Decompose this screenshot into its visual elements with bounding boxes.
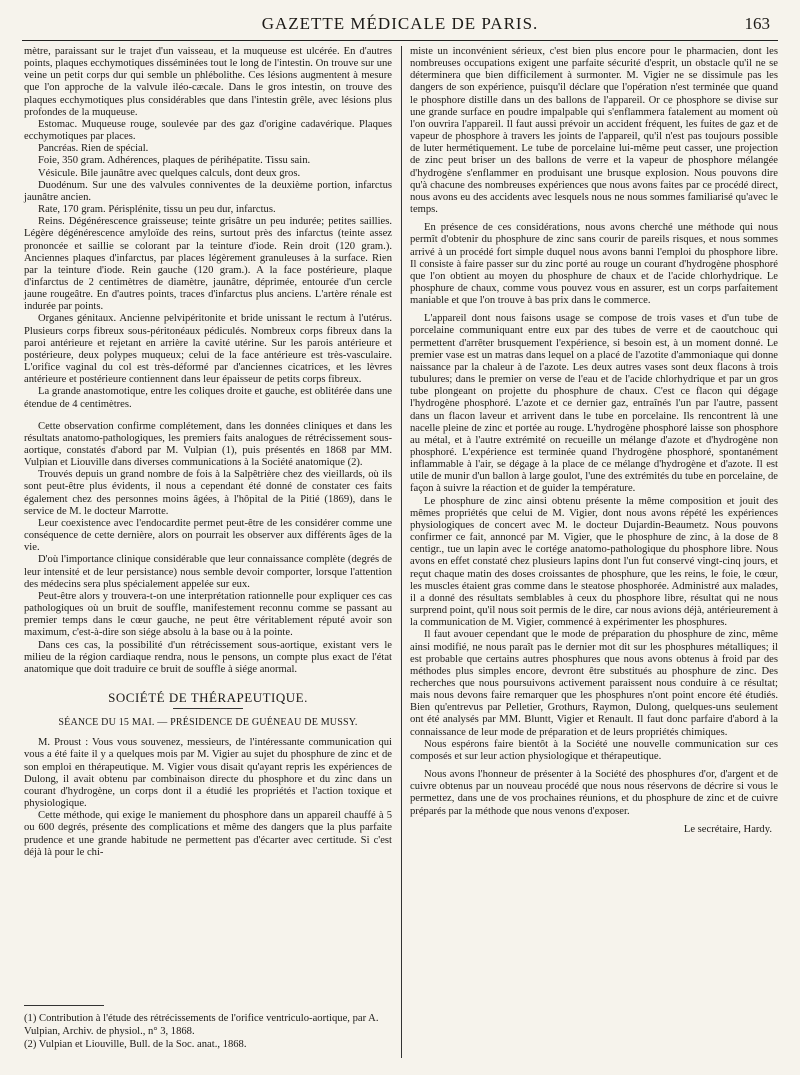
- paragraph: Le phosphure de zinc ainsi obtenu présente la même composition et jouit des mêmes propriétés que celui de M. Vigier, dont nous avons répété les expériences physiologiques de concert avec M. le docteur Dujardin-Beaumetz. Nous pouvons confirmer ce fait, annoncé par M. Vigier, que le phosphure de zinc, à la dose de 8 centigr., tue un lapin avec le cortége anatomo-pathologique du phosphore libre. Nous avons en effet constaté chez plusieurs lapins dont l'un fut conservé vingt-cinq jours, et reçut chaque matin des doses croissantes de phosphure, que les reins, le foie, le cœur, les muscles étaient gras comme dans le steatose phosphorée. Administré aux malades, il a donné des résultats semblables à ceux du phosphore libre, résultat qui ne nous surprend point, qu'il nous soit permis de le dire, car nous avions déjà, antérieurement à la communication de M. Vigier, commencé à expérimenter les phosphures.: [410, 495, 778, 629]
- paragraph: Organes génitaux. Ancienne pelvipéritonite et bride unissant le rectum à l'utérus. Plusieurs corps fibreux sous-péritonéaux pédiculés. Nombreux corps fibreux dans la paroi antérieure et rejetant en arrière la cavité utérine. Sur les parois antérieure et postérieure, deux polypes muqueux; celui de la face antérieure est très-vasculaire. L'orifice vaginal du col est très-déformé par d'anciennes cicatrices, et les lèvres antérieure et postérieure contiennent dans leur épaisseur de petits corps fibreux.: [24, 313, 392, 386]
- paragraph: D'où l'importance clinique considérable que leur connaissance complète (degrés de leur intensité et de leur persistance) nous semble devoir comporter, lorsque l'attention des médecins sera plus spécialement appelée sur eux.: [24, 554, 392, 590]
- paragraph: Nous avons l'honneur de présenter à la Société des phosphures d'or, d'argent et de cuivre obtenus par un nouveau procédé que nous nous réservons de décrire si vous le permettez, dans une de vos prochaines réunions, et du phosphure de zinc et de cuivre préparés par la méthode que nous venons d'exposer.: [410, 769, 778, 817]
- column-divider: [401, 46, 402, 1058]
- paragraph: La grande anastomotique, entre les coliques droite et gauche, est oblitérée dans une étendue de 4 centimètres.: [24, 386, 392, 410]
- paragraph: L'appareil dont nous faisons usage se compose de trois vases et d'un tube de porcelaine communiquant entre eux par des tubes de verre et de caoutchouc qui permettent d'arrêter brusquement l'expérience, si besoin est, à un moment donné. Le premier vase est un matras dans lequel on a placé de l'azotite d'ammoniaque qui donne naissance par la chaleur à de l'azote. Les deux autres vases sont deux flacons à trois tubulures; dans le premier on verse de l'eau et de l'acide chlorhydrique et par un gros tube plongeant on projette du phosphure de chaux. C'est ce flacon qui dégage l'hydrogène phosphoré. L'azote et ce dernier gaz, entraînés l'un par l'autre, passent dans un flacon laveur et arrivent dans le tube en porcelaine. Ils rencontrent là une nacelle pleine de zinc et portée au rouge. L'hydrogène phosphoré laisse son phosphore au métal, et à l'autre extrémité on recueille un mélange d'azote et d'hydrogène non phosphoré. L'expérience est terminée quand l'hydrogène phosphoré, spontanément inflammable à l'air, se dégage à la place de ce mélange d'hydrogène et d'azote. Il est utile de munir d'un ballon à large goulot, l'une des extrémités du tube en porcelaine, de façon à suivre la réaction et de guider la température.: [410, 313, 778, 495]
- paragraph: Peut-être alors y trouvera-t-on une interprétation rationnelle pour expliquer ces cas pathologiques où un bruit de souffle, manifestement reconnu comme se passant au premier temps dans le cœur gauche, ne peut être véritablement réputé avoir son maximum, c'est-à-dire son siége absolu à la base ou à la pointe.: [24, 590, 392, 639]
- section-title: SOCIÉTÉ DE THÉRAPEUTIQUE.: [108, 689, 308, 705]
- paragraph: Vésicule. Bile jaunâtre avec quelques calculs, dont deux gros.: [38, 167, 301, 179]
- paragraph: Nous espérons faire bientôt à la Société une nouvelle communication sur ces composés et sur leur action physiologique et thérapeutique.: [410, 738, 778, 762]
- paragraph: Il faut avouer cependant que le mode de préparation du phosphure de zinc, même ainsi modifié, ne nous paraît pas le dernier mot dit sur les phosphures métalliques; il est probable que certains autres phosphures que nous avons obtenus à froid par des méthodes plus simples encore, devront être substitués au phosphure de zinc. Des recherches que nous poursuivons activement paraissent nous conduire à ce résultat; mais nous devons faire remarquer que les phosphures n'ont point encore été étudiés. Bien qu'entrevus par Pelletier, Grothurs, Raymon, Dulong, quelques-uns seulement ont été analysés par MM. Bluntt, Vigier et Renault. Il faut donc parfaire d'abord à la connaissance de leur mode de préparation et de leurs propriétés chimiques.: [410, 629, 778, 738]
- footnotes: [24, 1005, 392, 1051]
- session-heading: SÉANCE DU 15 MAI. — PRÉSIDENCE DE GUÉNEAU DE MUSSY.: [58, 717, 358, 729]
- paragraph: Cette observation confirme complétement, dans les données cliniques et dans les résultats anatomo-pathologiques, les premiers faits analogues de rétrécissement sous-aortique, constatés d'abord par M. Vulpian (1), puis présentés en 1868 par MM. Vulpian et Liouville dans diverses communications à la Société anatomique (2).: [24, 420, 392, 469]
- footnote: (2) Vulpian et Liouville, Bull. de la Soc. anat., 1868.: [24, 1039, 247, 1050]
- paragraph: Cette méthode, qui exige le maniement du phosphore dans un appareil chauffé à 5 ou 600 degrés, présente des complications et même des dangers que la plus parfaite prudence et une grande habitude ne permettent pas d'écarter avec certitude. Si c'est déjà là pour le chi-: [24, 810, 392, 858]
- right-column: [410, 46, 778, 836]
- paragraph: miste un inconvénient sérieux, c'est bien plus encore pour le pharmacien, dont les nombreuses occupations exigent une parfaite sécurité d'esprit, un obstacle qu'il ne se déterminera que bien difficilement à surmonter. M. Vigier ne se dissimule pas les dangers de son expérience, puisqu'il déclare que l'opération n'est terminée que quand le phosphore distille dans un des ballons de l'appareil. Or ce phosphore se divise sur une grande surface en poudre impalpable qui s'enflammera fatalement au moment où l'on ouvrira l'appareil. Il faut aussi prévoir un accident fréquent, les fuites de gaz et de vapeur de phosphore à travers les joints de l'appareil, qu'il n'est pas toujours possible de luter hermétiquement. Le tube de porcelaine lui-même peut casser, une projection de zinc peut briser un des ballons de verre et la vapeur de phosphore mélangée d'hydrogène s'enflammer en produisant une brusque explosion. Nous pouvons dire qu'à chacune des nombreuses expériences que nous avons faites par ce procédé direct, nous avons eu des accidents avec lesquels nous ne nous sommes familiarisé qu'avec le temps.: [410, 46, 778, 216]
- paragraph: Pancréas. Rien de spécial.: [38, 143, 149, 155]
- signature: Le secrétaire, Hardy.: [683, 823, 772, 835]
- paragraph: En présence de ces considérations, nous avons cherché une méthode qui nous permît d'obtenir du phosphure de zinc sans courir de pareils risques, et nous sommes arrivé à un procédé fort simple duquel nous avons banni l'emploi du phosphore libre. Il consiste à faire passer sur du zinc porté au rouge un courant d'hydrogène phosphoré que l'on obtient au moyen du phosphure de chaux et de l'acide chlorhydrique. Le phosphure de chaux, comme vous pouvez vous en assurer, est un corps parfaitement maniable et que l'on trouve à bas prix dans le commerce.: [410, 222, 778, 307]
- footnote: (1) Contribution à l'étude des rétrécissements de l'orifice ventriculo-aortique, par A. Vulpian, Archiv. de physiol., n° 3, 1868.: [24, 1013, 379, 1037]
- paragraph: Foie, 350 gram. Adhérences, plaques de périhépatite. Tissu sain.: [38, 155, 311, 167]
- journal-title: GAZETTE MÉDICALE DE PARIS.: [261, 14, 539, 33]
- footnote-rule: [24, 1005, 104, 1006]
- paragraph: Estomac. Muqueuse rouge, soulevée par des gaz d'origine cadavérique. Plaques ecchymotiques par places.: [24, 118, 392, 143]
- paragraph: M. Proust : Vous vous souvenez, messieurs, de l'intéressante communication qui vous a été faite il y a quelques mois par M. Vigier au sujet du phosphure de zinc et de son emploi en thérapeutique. M. Vigier vous disait qu'ayant repris les expériences de Dulong, il avait obtenu par combinaison directe du phosphore et du zinc dans un courant d'hydrogène, un corps dont il a étudié les propriétés et l'action toxique et physiologique.: [24, 737, 392, 810]
- left-column: [24, 46, 392, 859]
- paragraph: Reins. Dégénérescence graisseuse; teinte grisâtre un peu indurée; petites saillies. Légère dégénérescence amyloïde des reins, surtout près des infarctus (teinte assez prononcée et saillie se colorant par la teinture d'iode. Rein droit (120 gram.). Anciennes plaques d'infarctus, par places légèrement granuleuses à la surface. Rien par la teinture d'iode. Rein gauche (120 gram.). A la face postérieure, plaque d'infarctus de 2 centimètres de diamètre, jaunâtre, déprimée, entourée d'un cercle jaune rougeâtre. En d'autres points, traces d'infarctus plus anciens. L'artère rénale est indurée par points.: [24, 216, 392, 313]
- page-header: [22, 14, 778, 42]
- paragraph: mètre, paraissant sur le trajet d'un vaisseau, et la muqueuse est ulcérée. En d'autres points, plaques ecchymotiques disséminées tout le long de l'intestin. On trouve sur une veine un petit corps dur qui semble un phlébolithe. Ces lésions augmentent à mesure que l'on approche de la valvule iléo-cæcale. Dans le gros intestin, on trouve des plaques ecchymotiques plus considérables que dans l'intestin grêle, avec lésions plus profondes de la muqueuse.: [24, 46, 392, 118]
- section-rule: [173, 708, 243, 709]
- paragraph: Trouvés depuis un grand nombre de fois à la Salpêtrière chez des vieillards, où ils sont peut-être plus évidents, il nous a cependant été donné de constater ces faits également chez des personnes moins âgées, à l'hôpital de la Pitié (1869), dans le service de M. le docteur Marrotte.: [24, 469, 392, 517]
- paragraph: Rate, 170 gram. Périsplénite, tissu un peu dur, infarctus.: [38, 204, 276, 216]
- paragraph: Dans ces cas, la possibilité d'un rétrécissement sous-aortique, existant vers le milieu de la région cardiaque rendra, nous le pensons, un compte plus exact de l'état anatomique que doit traduire ce bruit de souffle à siége anormal.: [24, 639, 392, 675]
- header-rule: [22, 40, 778, 41]
- page-number: 163: [744, 14, 770, 33]
- paragraph: Duodénum. Sur une des valvules conniventes de la deuxième portion, infarctus jaunâtre ancien.: [24, 179, 392, 203]
- paragraph: Leur coexistence avec l'endocardite permet peut-être de les considérer comme une conséquence de cette dernière, alors on pourrait les observer aux différents âges de la vie.: [24, 517, 392, 554]
